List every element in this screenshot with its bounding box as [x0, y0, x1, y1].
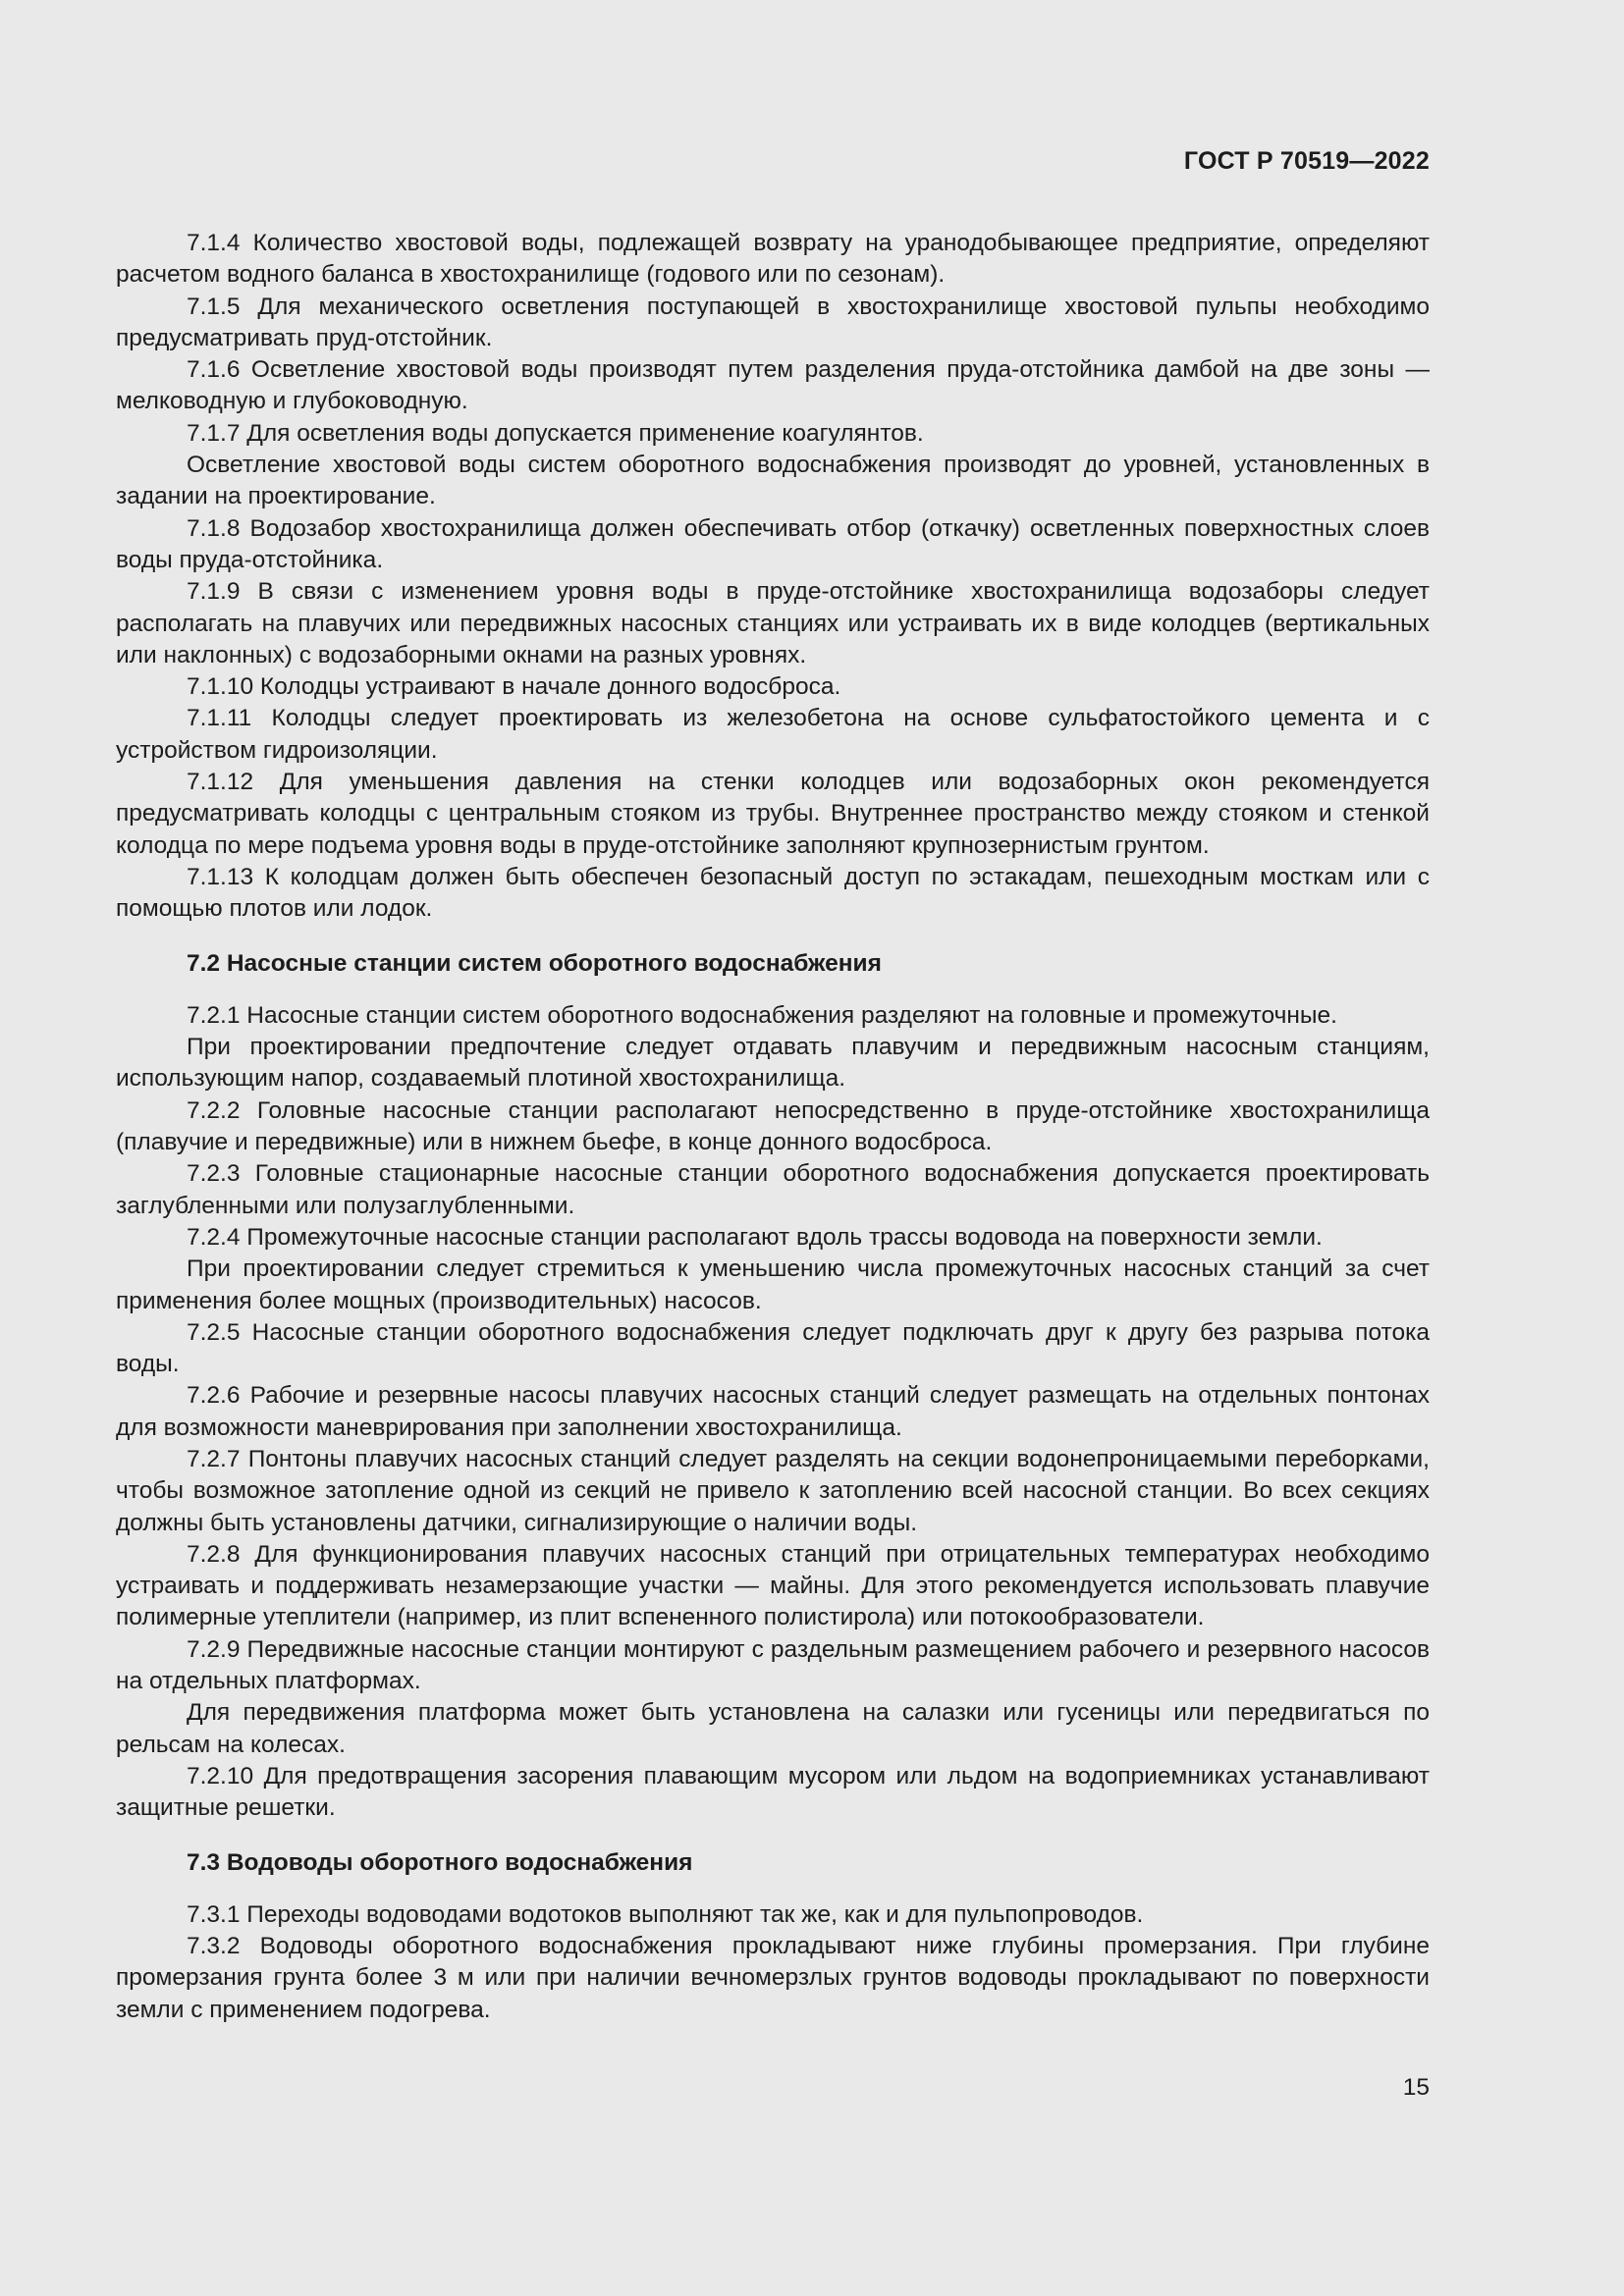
paragraph-7-2-3: 7.2.3 Головные стационарные насосные станции оборотного водоснабжения допускается проектировать заглубленными или полузаглубленными. [116, 1160, 1430, 1219]
paragraph-7-2-8: 7.2.8 Для функционирования плавучих насосных станций при отрицательных температурах необходимо устраивать и поддерживать незамерзающие участки — майны. Для этого рекомендуется использовать плавучие полимерные утеплители (например, из плит вспененного полистирола) или потокообразователи. [116, 1540, 1430, 1631]
paragraph-7-1-10: 7.1.10 Колодцы устраивают в начале донного водосброса. [187, 673, 841, 701]
paragraph-7-2-5: 7.2.5 Насосные станции оборотного водоснабжения следует подключать друг к другу без разрыва потока воды. [116, 1318, 1430, 1378]
paragraph-7-1-5: 7.1.5 Для механического осветления поступающей в хвостохранилище хвостовой пульпы необходимо предусматривать пруд-отстойник. [116, 293, 1430, 351]
paragraph-7-1-9: 7.1.9 В связи с изменением уровня воды в пруде-отстойнике хвостохранилища водозаборы следует располагать на плавучих или передвижных насосных станциях или устраивать их в виде колодцев (вертикальных или наклонных) с водозаборными окнами на разных уровнях. [116, 578, 1430, 668]
paragraph-7-2-2: 7.2.2 Головные насосные станции располагают непосредственно в пруде-отстойнике хвостохранилища (плавучие и передвижные) или в нижнем бьефе, в конце донного водосброса. [116, 1096, 1430, 1156]
paragraph-7-2-7: 7.2.7 Понтоны плавучих насосных станций следует разделять на секции водонепроницаемыми переборками, чтобы возможное затопление одной из секций не привело к затоплению всей насосной станции. Во всех секциях должны быть установлены датчики, сигнализирующие о наличии воды. [116, 1445, 1430, 1536]
paragraph-7-1-11: 7.1.11 Колодцы следует проектировать из железобетона на основе сульфатостойкого цемента и с устройством гидроизоляции. [116, 705, 1430, 764]
document-id-header: ГОСТ Р 70519—2022 [1183, 147, 1430, 175]
paragraph-7-3-2: 7.3.2 Водоводы оборотного водоснабжения прокладывают ниже глубины промерзания. При глубине промерзания грунта более 3 м или при наличии вечномерзлых грунтов водоводы прокладывают по поверхности земли с применением подогрева. [116, 1933, 1430, 2023]
paragraph-7-2-4: 7.2.4 Промежуточные насосные станции располагают вдоль трассы водовода на поверхности земли. [187, 1223, 1323, 1251]
paragraph-7-1-7-cont: Осветление хвостовой воды систем оборотного водоснабжения производят до уровней, установленных в задании на проектирование. [116, 452, 1430, 510]
paragraph-7-3-1: 7.3.1 Переходы водоводами водотоков выполняют так же, как и для пульпопроводов. [187, 1900, 1144, 1928]
paragraph-7-2-10: 7.2.10 Для предотвращения засорения плавающим мусором или льдом на водоприемниках устанавливают защитные решетки. [116, 1762, 1430, 1822]
paragraph-7-2-1: 7.2.1 Насосные станции систем оборотного водоснабжения разделяют на головные и промежуточные. [187, 1001, 1337, 1029]
paragraph-7-1-7: 7.1.7 Для осветления воды допускается применение коагулянтов. [187, 419, 924, 447]
paragraph-7-1-12: 7.1.12 Для уменьшения давления на стенки колодцев или водозаборных окон рекомендуется предусматривать колодцы с центральным стояком из трубы. Внутреннее пространство между стояком и стенкой колодца по мере подъема уровня воды в пруде-отстойнике заполняют крупнозернистым грунтом. [116, 769, 1430, 859]
paragraph-7-2-9-cont: Для передвижения платформа может быть установлена на салазки или гусеницы или передвигаться по рельсам на колесах. [116, 1699, 1430, 1758]
paragraph-7-1-6: 7.1.6 Осветление хвостовой воды производят путем разделения пруда-отстойника дамбой на две зоны — мелководную и глубоководную. [116, 356, 1430, 415]
page-number: 15 [1402, 2074, 1430, 2101]
paragraph-7-1-4: 7.1.4 Количество хвостовой воды, подлежащей возврату на уранодобывающее предприятие, определяют расчетом водного баланса в хвостохранилище (годового или по сезонам). [116, 230, 1430, 289]
section-heading-7-2: 7.2 Насосные станции систем оборотного водоснабжения [187, 949, 882, 977]
paragraph-7-1-13: 7.1.13 К колодцам должен быть обеспечен безопасный доступ по эстакадам, пешеходным мосткам или с помощью плотов или лодок. [116, 863, 1430, 923]
paragraph-7-2-6: 7.2.6 Рабочие и резервные насосы плавучих насосных станций следует размещать на отдельных понтонах для возможности маневрирования при заполнении хвостохранилища. [116, 1382, 1430, 1441]
paragraph-7-2-4-cont: При проектировании следует стремиться к уменьшению числа промежуточных насосных станций за счет применения более мощных (производительных) насосов. [116, 1255, 1430, 1314]
document-body [116, 228, 1430, 2026]
paragraph-7-2-1-cont: При проектировании предпочтение следует отдавать плавучим и передвижным насосным станциям, использующим напор, создаваемый плотиной хвостохранилища. [116, 1034, 1430, 1093]
paragraph-7-2-9: 7.2.9 Передвижные насосные станции монтируют с раздельным размещением рабочего и резервного насосов на отдельных платформах. [116, 1635, 1430, 1695]
section-heading-7-3: 7.3 Водоводы оборотного водоснабжения [187, 1848, 693, 1876]
paragraph-7-1-8: 7.1.8 Водозабор хвостохранилища должен обеспечивать отбор (откачку) осветленных поверхностных слоев воды пруда-отстойника. [116, 514, 1430, 573]
